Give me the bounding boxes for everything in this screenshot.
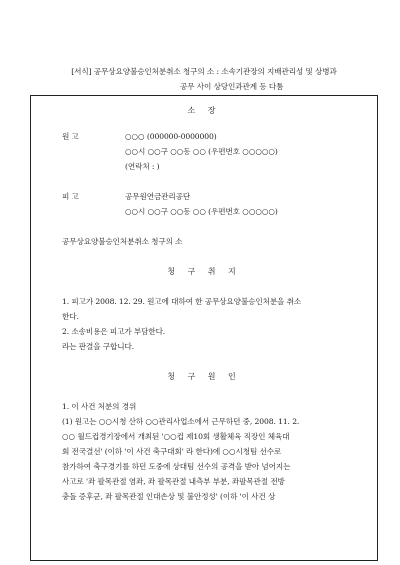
defendant-address: ○○시 ○○구 ○○동 ○○ (우편번호 ○○○○○) [125,207,278,216]
claim-item-1-cont: 한다. [62,312,79,321]
plaintiff-label: 원 고 [62,132,79,141]
box-top-border [30,95,378,96]
cause-paragraph-line: (1) 원고는 ○○시청 산하 ○○관리사업소에서 근무하던 중, 2008. 11. 2. [62,417,300,426]
box-bottom-border [30,560,378,561]
cause-section-1: 1. 이 사건 처분의 경위 [62,402,137,411]
cause-title: 청 구 원 인 [167,372,241,381]
cause-paragraph-line: 회 전국결선' (이하 '이 사건 축구대회' 라 한다)에 ○○시청팀 선수로 [62,447,282,456]
plaintiff-contact: (연락처 : ) [125,162,160,171]
header-line-1: [서식] 공무상요양불승인처분취소 청구의 소 : 소속기관장의 지배관리성 및 상병과 [71,67,337,76]
claim-item-1: 1. 피고가 2008. 12. 29. 원고에 대하여 한 공무상요양불승인처분을 취소 [62,297,302,306]
claim-title: 청 구 취 지 [167,267,241,276]
cause-paragraph-line: 사고로 '좌 팔목관절 염좌, 좌 팔목관절 내측부 부분, 좌팔목관절 전방 [62,477,285,486]
claim-closing: 라는 판결을 구합니다. [62,342,135,351]
document-header [30,64,378,94]
box-left-border [30,95,31,561]
plaintiff-name: ○○○ (000000-0000000) [125,132,217,141]
cause-paragraph-line: 참가하여 축구경기를 하던 도중에 상대팀 선수의 공격을 받아 넘어지는 [62,462,291,471]
case-name: 공무상요양불승인처분취소 청구의 소 [62,237,183,246]
doc-title: 소 장 [187,106,221,115]
plaintiff-address: ○○시 ○○구 ○○동 ○○ (우편번호 ○○○○○) [125,147,278,156]
box-right-border [377,95,378,561]
claim-item-2: 2. 소송비용은 피고가 부담한다. [62,327,166,336]
cause-paragraph-line: ○○ 월드컵경기장에서 개최된 '○○컵 제10회 생활체육 직장인 체육대 [62,432,290,441]
defendant-name: 공무원연금관리공단 [125,192,191,201]
defendant-label: 피 고 [62,192,79,201]
header-line-2: 공무 사이 상당인과관계 등 다툼 [180,82,284,91]
cause-paragraph-line: 충돌 증후군, 좌 팔목관절 인대손상 및 불안정성' (이하 '이 사건 상 [62,492,276,501]
